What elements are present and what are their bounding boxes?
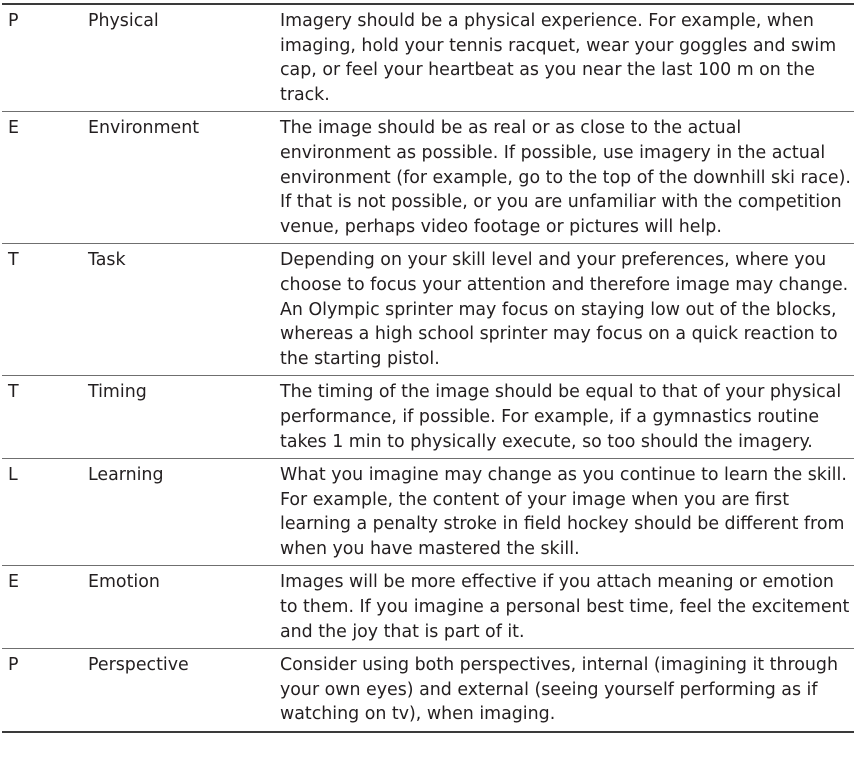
petlep-table [2, 3, 854, 733]
row-component: Emotion [88, 566, 280, 649]
row-description: Images will be more effective if you attach meaning or emotion to them. If you imagine a personal best time, feel the excitement and the joy that is part of it. [280, 566, 854, 649]
row-letter: E [2, 112, 88, 244]
row-description: Consider using both perspectives, internal (imagining it through your own eyes) and external (seeing yourself performing as if watching on tv), when imaging. [280, 649, 854, 732]
table-row [2, 459, 854, 566]
row-description: Imagery should be a physical experience. For example, when imaging, hold your tennis racquet, wear your goggles and swim cap, or feel your heartbeat as you near the last 100 m on the track. [280, 11, 837, 105]
table-row [2, 566, 854, 649]
row-component: Environment [88, 112, 280, 244]
row-component: Learning [88, 459, 280, 566]
row-letter: P [8, 11, 19, 31]
table-row [2, 376, 854, 459]
row-description: The timing of the image should be equal to that of your physical performance, if possible. For example, if a gymnastics routine takes 1 min to physically execute, so too should the imagery. [280, 376, 854, 459]
row-letter: T [2, 244, 88, 376]
row-description: What you imagine may change as you continue to learn the skill. For example, the content of your image when you are first learning a penalty stroke in field hockey should be different from when you have mastered the skill. [280, 459, 854, 566]
row-description: Depending on your skill level and your preferences, where you choose to focus your attention and therefore image may change. An Olympic sprinter may focus on staying low out of the blocks, whereas a high school sprinter may focus on a quick reaction to the starting pistol. [280, 244, 854, 376]
row-letter: T [2, 376, 88, 459]
table-row [2, 4, 854, 112]
table-row [2, 112, 854, 244]
table-row [2, 649, 854, 732]
row-letter: E [2, 566, 88, 649]
row-description: The image should be as real or as close to the actual environment as possible. If possible, use imagery in the actual environment (for example, go to the top of the downhill ski race). If that is not possible, or you are unfamiliar with the competition venue, perhaps video footage or pictures will help. [280, 112, 854, 244]
row-component: Timing [88, 376, 280, 459]
row-component: Physical [88, 11, 159, 31]
row-letter: L [2, 459, 88, 566]
table-row [2, 244, 854, 376]
row-component: Perspective [88, 649, 280, 732]
row-component: Task [88, 244, 280, 376]
row-letter: P [2, 649, 88, 732]
